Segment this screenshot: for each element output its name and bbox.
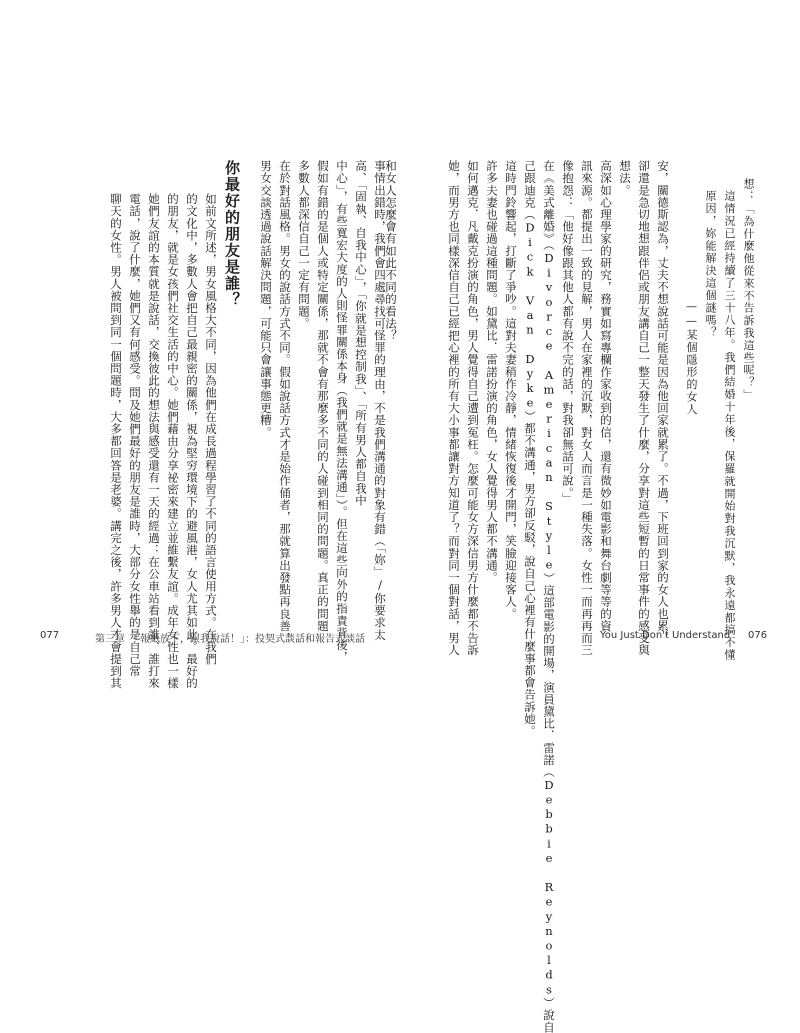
body-column: 在《美式離婚》（Divorce American Style）這部電影的開場，演員黛比．雷諾（Debbie Reynolds）說自	[542, 160, 556, 1033]
body-column: 如前文所述，男女風格大不同，因為他們在成長過程學習了不同的語言使用方式。在我們	[204, 193, 218, 665]
body-column: 卻還是急切地想跟伴侶或朋友講自己一整天發生了什麼，分享對這些短暫的日常事件的感受與	[637, 160, 651, 657]
body-column: 男女交談透過說話解決問題，可能只會讓事態更糟。	[259, 160, 273, 439]
quote-column: 原因，妳能解決這個謎嗎？	[704, 190, 717, 339]
body-column: 高深如心理學家的研究，務實如寫專欄作家收到的信，還有微妙如電影和舞台劇等等的資	[599, 160, 613, 632]
body-column: 聊天的女性。男人被問到同一個問題時，大多都回答是老婆。講完之後，許多男人才會提到其	[109, 193, 123, 690]
quote-column: 想：「為什麼他從來不告訴我這些呢？」	[742, 178, 755, 402]
section-heading: 你最好的朋友是誰？	[223, 160, 241, 309]
body-column: 的朋友，就是女孩們社交生活的中心。她們藉由分享祕密來建立並維繫友誼。成年女性也一樣	[166, 193, 180, 690]
body-column: 如何邁克．凡戴克扮演的角色，男人覺得自己遭到冤枉。怎麼可能女方深信男方什麼都不告訴	[466, 160, 480, 657]
quote-column: 這情況已經持續了三十八年。我們結婚十年後，保羅就開始對我沉默，我永遠都搞不懂	[723, 190, 736, 662]
body-column: 事情出錯時，我們會四處尋找可怪罪的理由，不是我們溝通的對象有錯（「妳」/你要求太	[373, 160, 387, 641]
body-column: 她們友誼的本質就是說話，交換彼此的想法與感受還有一天的經過：在公車站看到誰、誰打來	[147, 193, 161, 690]
quote-signature: ——某個隱形的女人	[685, 300, 698, 416]
body-column: 訊來源。都提出一致的見解，男人在家裡的沉默，對女人而言是一種失落。女性一而再再而三	[580, 160, 594, 657]
body-column: 高、「固執、自我中心」，「你就是想控制我」、「所有男人都自我中	[354, 160, 368, 507]
book-title-running-head: You Just Don't Understand	[600, 630, 731, 641]
body-column: 電話，說了什麼，她們又有何感受。問及她們最好的朋友是誰時，大部分女性舉的是自己常	[128, 193, 142, 677]
body-column: 中心」，有些寬宏大度的人則怪罪關係本身（我們就是無法溝通」）。但在這些向外的指責背後，	[335, 160, 349, 664]
body-column: 假如有錯的是個人或特定關係，那就不會有那麼多不同的人碰到相同的問題。真正的問題	[316, 160, 330, 632]
body-column: 在於對話風格。男女的說話方式不同。假如說話方式才是始作俑者，那就算出發點再良善，	[278, 160, 292, 644]
page-number-left: 077	[40, 630, 60, 641]
left-page	[0, 0, 400, 800]
body-column: 和女人怎麼會有如此不同的看法？	[384, 160, 398, 342]
page-number-right: 076	[748, 630, 768, 641]
body-column: 像抱怨：「他好像跟其他人都有說不完的話，對我卻無話可說。」	[561, 160, 575, 506]
body-column: 多數人都深信自己一定有問題。	[297, 160, 311, 330]
body-column: 想法。	[618, 160, 632, 197]
body-column: 己跟迪克（Dick Van Dyke）都不溝通，男方卻反駁，說自己心裡有什麼事都會告訴她。	[523, 160, 537, 737]
body-column: 的文化中，多數人會把自己最親密的關係，視為堅穷環境下的避風港，女人尤其如此。最好的	[185, 193, 199, 690]
body-column: 這時門鈴響起，打斷了爭吵。這對夫妻稍作冷靜，情緒恢復後才開門，笑臉迎接客人。	[504, 160, 518, 620]
body-column: 安，關德斯認為，丈夫不想說話可能是因為他回家就累了。不過，下班回到家的女人也累，	[656, 160, 670, 644]
body-column: 她，而男方也同樣深信自己已經把心裡的所有大小事都讓對方知道了？而對同一個對話，男人	[447, 160, 461, 657]
body-column: 許多夫妻也碰過這種問題。如黛比．雷諾扮演的角色，女人覺得男人都不溝通。	[485, 160, 499, 584]
chapter-running-head: 第三章 「報紙放下，跟我說話！」：投契式談話和報告式談話	[95, 634, 365, 645]
right-page	[400, 0, 800, 1033]
